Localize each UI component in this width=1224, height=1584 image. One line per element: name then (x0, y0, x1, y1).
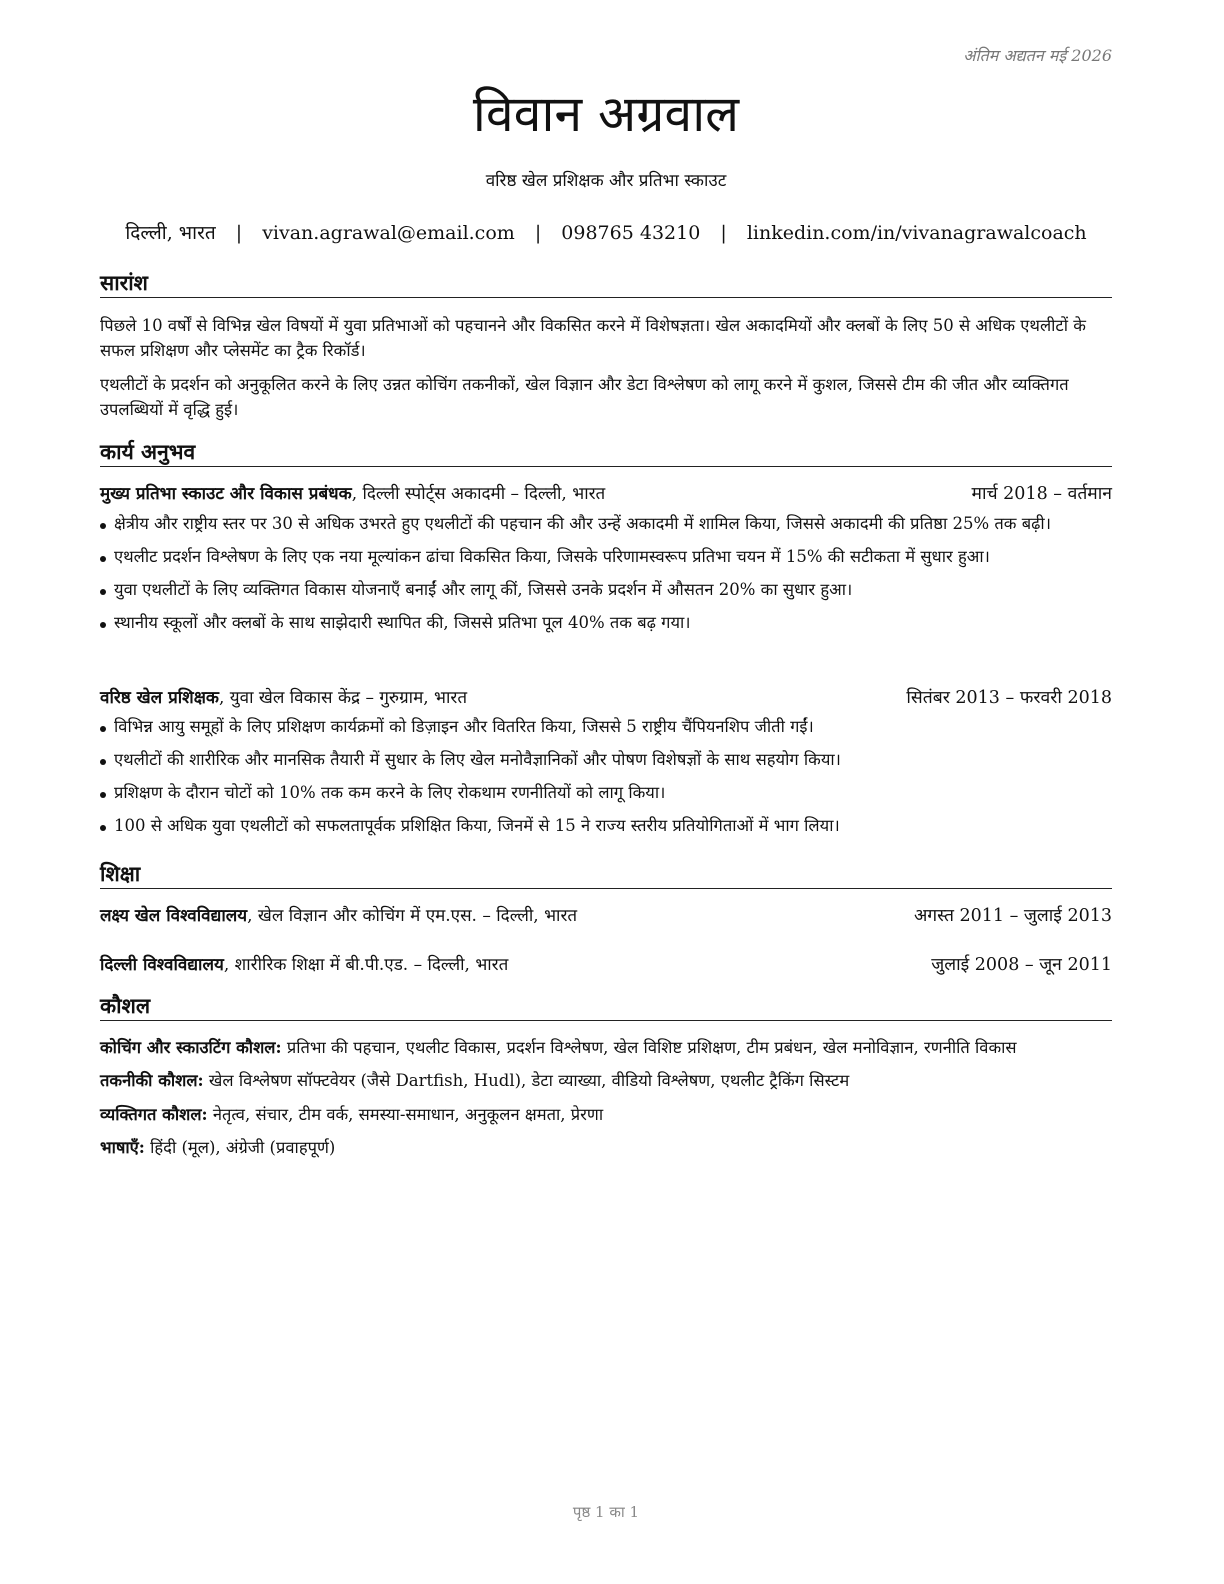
contact-separator: | (720, 222, 727, 244)
contact-separator: | (235, 222, 243, 244)
bullet-dot (100, 523, 106, 529)
education-dates: अगस्त 2011 – जुलाई 2013 (913, 906, 1112, 926)
job-bullets (100, 715, 1112, 847)
bullet-text: 100 से अधिक युवा एथलीटों को सफलतापूर्वक प्रशिक्षित किया, जिनमें से 15 ने राज्य स्तरीय प्रतियोगिताओं में भाग लिया। (114, 816, 840, 835)
contact-line (100, 219, 1112, 245)
education-entry (100, 953, 1112, 977)
summary-paragraph-1: पिछले 10 वर्षों से विभिन्न खेल विषयों में युवा प्रतिभाओं को पहचानने और विकसित करने में विशेषज्ञता। खेल अकादमियों और क्लबों के लिए 50 से अधिक एथलीटों के सफल प्रशिक्षण और प्लेसमेंट का ट्रैक रिकॉर्ड। (100, 316, 1086, 360)
summary-heading: सारांश (100, 270, 1112, 298)
skill-value: खेल विश्लेषण सॉफ्टवेयर (जैसे Dartfish, Hudl), डेटा व्याख्या, वीडियो विश्लेषण, एथलीट ट्रैकिंग सिस्टम (203, 1071, 850, 1090)
skill-label: कोचिंग और स्काउटिंग कौशल: (100, 1038, 282, 1057)
bullet-text: एथलीट प्रदर्शन विश्लेषण के लिए एक नया मूल्यांकन ढांचा विकसित किया, जिसके परिणामस्वरूप प्रतिभा चयन में 15% की सटीकता में सुधार हुआ। (114, 547, 990, 566)
candidate-title: वरिष्ठ खेल प्रशिक्षक और प्रतिभा स्काउट (485, 171, 727, 191)
bullet-text: स्थानीय स्कूलों और क्लबों के साथ साझेदारी स्थापित की, जिससे प्रतिभा पूल 40% तक बढ़ गया। (114, 613, 691, 632)
job-bullet (100, 512, 1112, 536)
page-number-footer: पृष्ठ 1 का 1 (572, 1503, 640, 1521)
candidate-name: विवान अग्रवाल (472, 85, 740, 143)
skill-line (100, 1069, 1112, 1093)
education-school: दिल्ली विश्वविद्यालय (100, 955, 224, 975)
bullet-text: युवा एथलीटों के लिए व्यक्तिगत विकास योजनाएँ बनाईं और लागू कीं, जिससे उनके प्रदर्शन में औसतन 20% का सुधार हुआ। (114, 580, 853, 599)
contact-phone[interactable]: 098765 43210 (561, 222, 701, 244)
experience-heading: कार्य अनुभव (100, 439, 1112, 467)
bullet-dot (100, 556, 106, 562)
education-line (100, 906, 577, 926)
summary-paragraph-2: एथलीटों के प्रदर्शन को अनुकूलित करने के लिए उन्नत कोचिंग तकनीकों, खेल विज्ञान और डेटा विश्लेषण को लागू करने में कुशल, जिससे टीम की जीत और व्यक्तिगत उपलब्धियों में वृद्धि हुई। (100, 375, 1069, 419)
skill-label: भाषाएँ: (100, 1138, 145, 1157)
skill-label: व्यक्तिगत कौशल: (100, 1105, 208, 1124)
job-bullet (100, 545, 1112, 569)
skill-value: प्रतिभा की पहचान, एथलीट विकास, प्रदर्शन विश्लेषण, खेल विशिष्ट प्रशिक्षण, टीम प्रबंधन, खेल मनोविज्ञान, रणनीति विकास (281, 1038, 1017, 1057)
job-header (100, 686, 1112, 710)
skill-label: तकनीकी कौशल: (100, 1071, 204, 1090)
education-heading: शिक्षा (100, 861, 1112, 889)
last-updated-note: अंतिम अद्यतन मई 2026 (963, 46, 1112, 65)
education-detail: , शारीरिक शिक्षा में बी.पी.एड. – दिल्ली, भारत (223, 955, 509, 975)
job-bullets (100, 512, 1112, 644)
skill-value: हिंदी (मूल), अंग्रेजी (प्रवाहपूर्ण) (144, 1138, 336, 1157)
skill-line (100, 1136, 1112, 1160)
job-bullet (100, 748, 1112, 772)
contact-separator: | (534, 222, 542, 244)
bullet-dot (100, 622, 106, 628)
job-bullet (100, 814, 1112, 838)
job-dates: सितंबर 2013 – फरवरी 2018 (906, 688, 1112, 708)
job-header (100, 482, 1112, 506)
job-bullet (100, 781, 1112, 805)
education-detail: , खेल विज्ञान और कोचिंग में एम.एस. – दिल्ली, भारत (247, 906, 578, 926)
job-bullet (100, 715, 1112, 739)
job-role: मुख्य प्रतिभा स्काउट और विकास प्रबंधक (100, 484, 352, 504)
job-title-line (100, 688, 467, 708)
education-line (100, 955, 508, 975)
job-org: , दिल्ली स्पोर्ट्स अकादमी – दिल्ली, भारत (351, 484, 606, 504)
skill-line (100, 1103, 1112, 1127)
job-title-line (100, 484, 605, 504)
job-org: , युवा खेल विकास केंद्र – गुरुग्राम, भारत (218, 688, 468, 708)
bullet-dot (100, 726, 106, 732)
education-entry (100, 904, 1112, 928)
skills-heading: कौशल (100, 993, 1112, 1021)
bullet-text: विभिन्न आयु समूहों के लिए प्रशिक्षण कार्यक्रमों को डिज़ाइन और वितरित किया, जिससे 5 राष्ट्रीय चैंपियनशिप जीती गईं। (114, 717, 814, 736)
bullet-dot (100, 792, 106, 798)
bullet-dot (100, 759, 106, 765)
job-dates: मार्च 2018 – वर्तमान (971, 484, 1112, 504)
skill-line (100, 1036, 1112, 1060)
education-dates: जुलाई 2008 – जून 2011 (931, 955, 1112, 975)
job-bullet (100, 611, 1112, 635)
resume-page (100, 0, 1112, 1584)
contact-email[interactable]: vivan.agrawal@email.com (262, 222, 515, 244)
skill-value: नेतृत्व, संचार, टीम वर्क, समस्या-समाधान, अनुकूलन क्षमता, प्रेरणा (207, 1105, 604, 1124)
bullet-dot (100, 589, 106, 595)
job-bullet (100, 578, 1112, 602)
contact-location: दिल्ली, भारत (125, 222, 216, 244)
job-role: वरिष्ठ खेल प्रशिक्षक (100, 688, 219, 708)
bullet-text: एथलीटों की शारीरिक और मानसिक तैयारी में सुधार के लिए खेल मनोवैज्ञानिकों और पोषण विशेषज्ञों के साथ सहयोग किया। (114, 750, 841, 769)
education-school: लक्ष्य खेल विश्वविद्यालय (100, 906, 248, 926)
contact-linkedin[interactable]: linkedin.com/in/vivanagrawalcoach (746, 222, 1087, 244)
bullet-text: क्षेत्रीय और राष्ट्रीय स्तर पर 30 से अधिक उभरते हुए एथलीटों की पहचान की और उन्हें अकादमी में शामिल किया, जिससे अकादमी की प्रतिष्ठा 25% तक बढ़ी। (114, 514, 1051, 533)
bullet-dot (100, 825, 106, 831)
bullet-text: प्रशिक्षण के दौरान चोटों को 10% तक कम करने के लिए रोकथाम रणनीतियों को लागू किया। (114, 783, 666, 802)
